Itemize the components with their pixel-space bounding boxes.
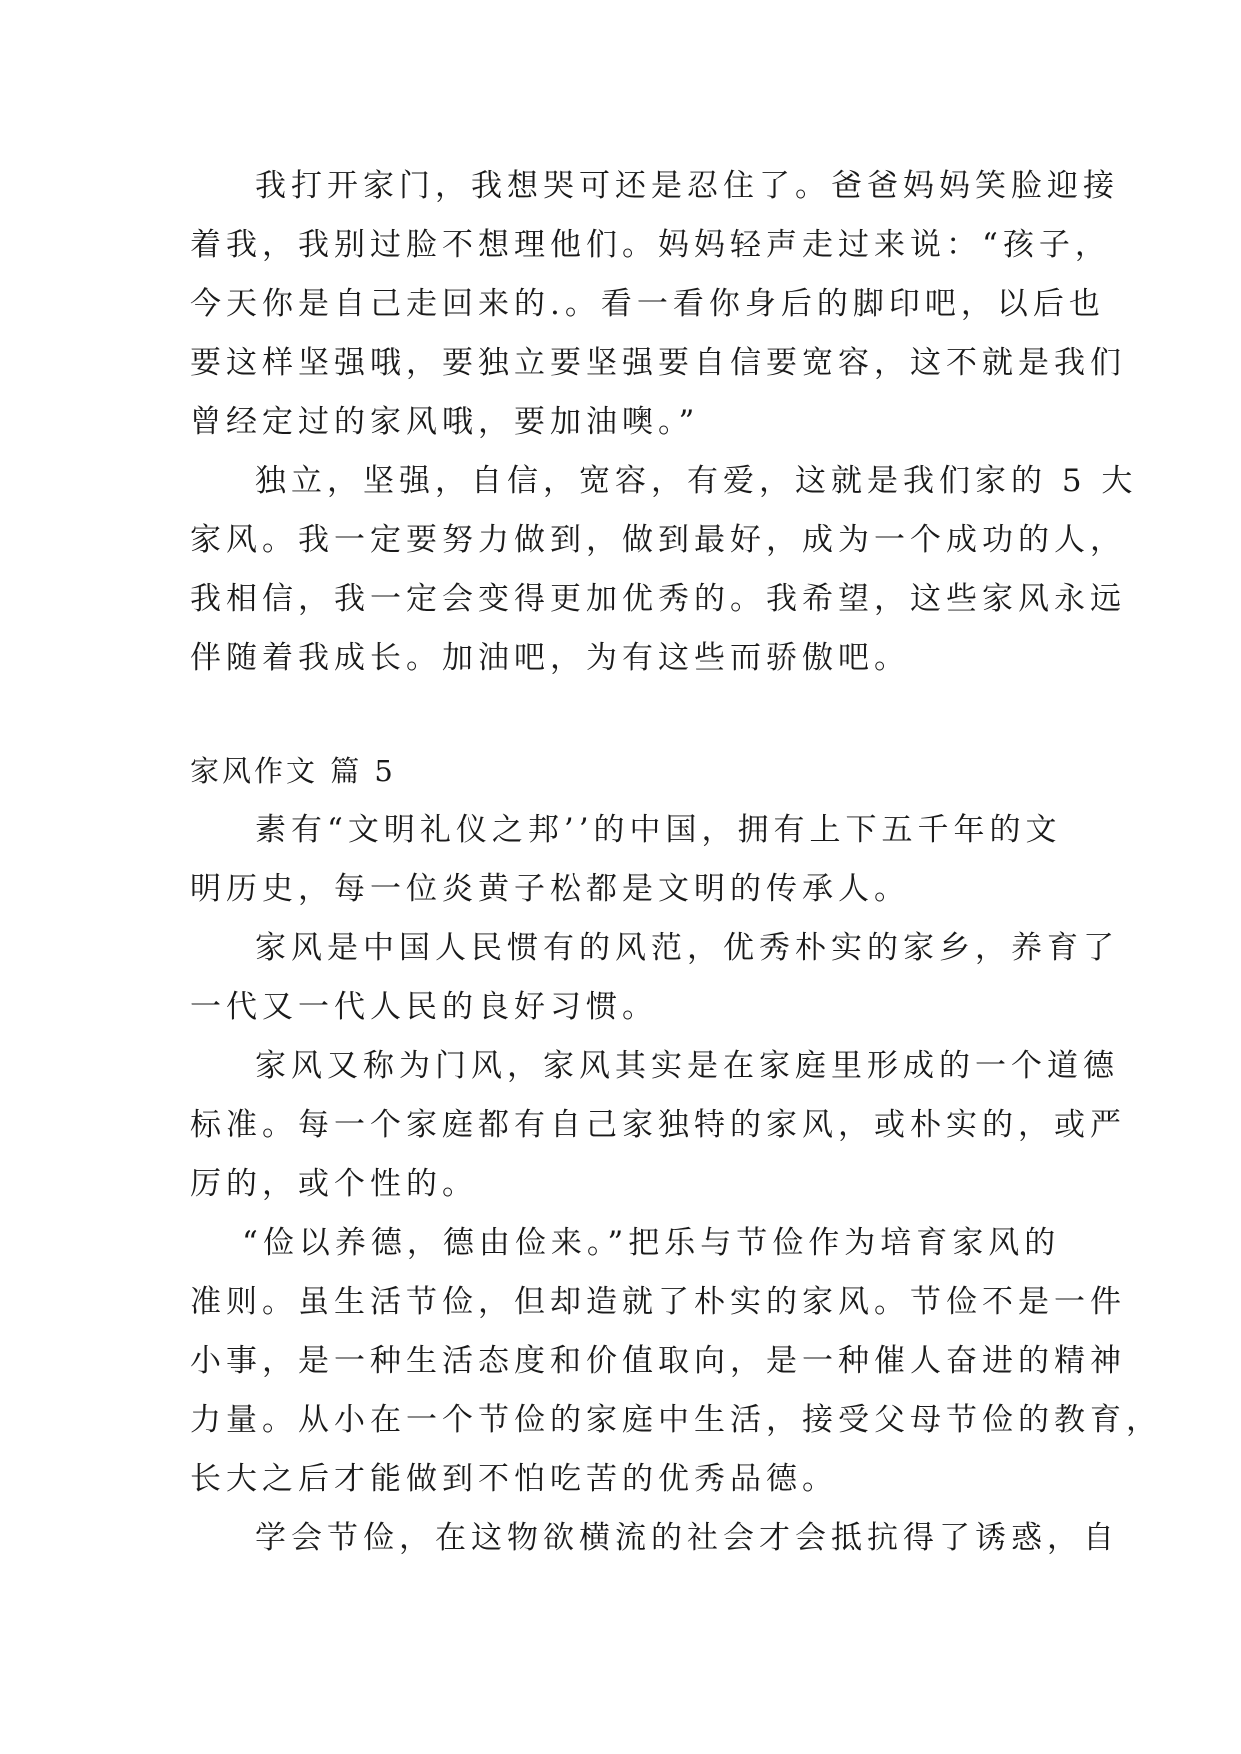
paragraph-line: “俭以养德，德由俭来。”把乐与节俭作为培育家风的 — [242, 1225, 1061, 1261]
paragraph-line: 今天你是自己走回来的.。看一看你身后的脚印吧，以后也 — [190, 286, 1105, 322]
paragraph-line: 小事，是一种生活态度和价值取向，是一种催人奋进的精神 — [190, 1343, 1126, 1379]
paragraph-line: 着我，我别过脸不想理他们。妈妈轻声走过来说：“孩子， — [190, 227, 1111, 263]
paragraph-line: 我打开家门，我想哭可还是忍住了。爸爸妈妈笑脸迎接 — [255, 168, 1119, 204]
paragraph-line: 明历史，每一位炎黄子松都是文明的传承人。 — [190, 871, 910, 907]
paragraph-line: 家风。我一定要努力做到，做到最好，成为一个成功的人， — [190, 522, 1126, 558]
paragraph-line: 曾经定过的家风哦，要加油噢。” — [190, 404, 700, 440]
paragraph-line: 标准。每一个家庭都有自己家独特的家风，或朴实的，或严 — [190, 1107, 1126, 1143]
paragraph-line: 一代又一代人民的良好习惯。 — [190, 989, 658, 1025]
paragraph-line: 准则。虽生活节俭，但却造就了朴实的家风。节俭不是一件 — [190, 1284, 1126, 1320]
paragraph-line: 独立，坚强，自信，宽容，有爱，这就是我们家的 5 大 — [255, 463, 1138, 499]
paragraph-line: 家风又称为门风，家风其实是在家庭里形成的一个道德 — [255, 1048, 1119, 1084]
paragraph-line: 学会节俭，在这物欲横流的社会才会抵抗得了诱惑，自 — [255, 1520, 1119, 1556]
paragraph-line: 长大之后才能做到不怕吃苦的优秀品德。 — [190, 1461, 838, 1497]
paragraph-line: 家风是中国人民惯有的风范，优秀朴实的家乡，养育了 — [255, 930, 1119, 966]
section-heading: 家风作文 篇 5 — [190, 754, 396, 788]
paragraph-line: 我相信，我一定会变得更加优秀的。我希望，这些家风永远 — [190, 581, 1126, 617]
paragraph-line: 要这样坚强哦，要独立要坚强要自信要宽容，这不就是我们 — [190, 345, 1126, 381]
paragraph-line: 素有“文明礼仪之邦’’的中国，拥有上下五千年的文 — [255, 812, 1062, 848]
paragraph-line: 力量。从小在一个节俭的家庭中生活，接受父母节俭的教育， — [190, 1402, 1162, 1438]
paragraph-line: 伴随着我成长。加油吧，为有这些而骄傲吧。 — [190, 640, 910, 676]
paragraph-line: 厉的，或个性的。 — [190, 1166, 478, 1202]
